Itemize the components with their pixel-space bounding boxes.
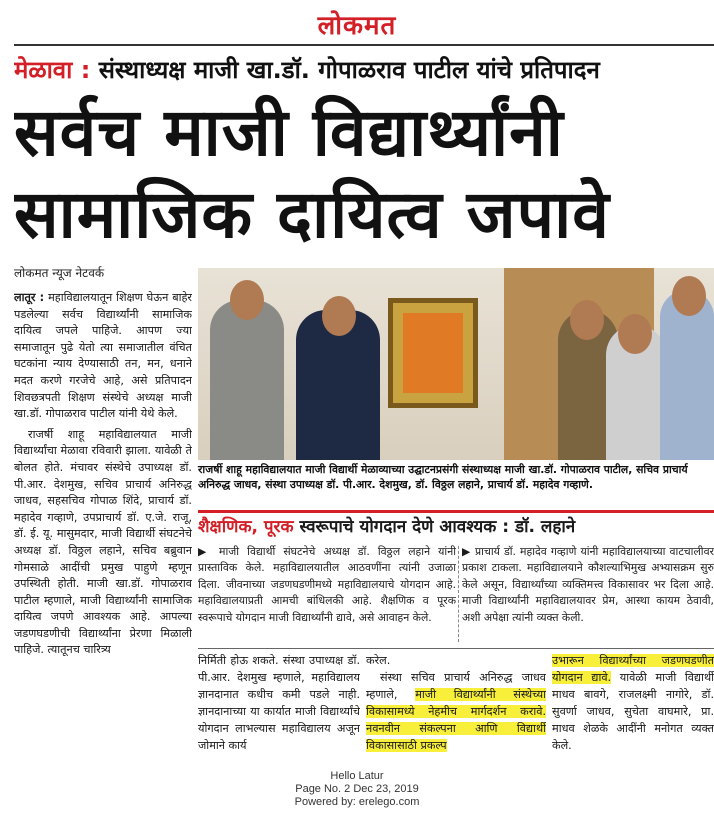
- photo-head: [570, 300, 604, 340]
- photo-person: [210, 300, 284, 460]
- paragraph-1: [14, 290, 192, 423]
- footer-powered-by: Powered by: erelego.com: [294, 796, 420, 808]
- photo-head: [672, 276, 706, 316]
- section-divider: [198, 648, 714, 649]
- article-left-column: [14, 290, 192, 758]
- column-3-highlighted-text: माजी विद्यार्थ्यांनी संस्थेच्या विकासामध्ये नेहमीच मार्गदर्शन करावे. नवनवीन संकल्पना आणि विद्यार्थी विकासासाठी प्रकल्प: [366, 688, 546, 752]
- photo-head: [618, 314, 652, 354]
- photo-caption: राजर्षी शाहू महाविद्यालयात माजी विद्यार्थी मेळाव्याच्या उद्घाटनप्रसंगी संस्थाध्यक्ष माजी खा.डॉ. गोपाळराव पाटील, सचिव प्राचार्य अनिरुद्ध जाधव, संस्था उपाध्यक्ष डॉ. पी.आर. देशमुख, डॉ. विठ्ठल लहाने, प्राचार्य डॉ. महादेव गव्हाणे.: [198, 463, 688, 491]
- headline: [14, 92, 714, 256]
- column-4-highlighted-text: उभारून विद्यार्थ्यांच्या जडणघडणीत योगदान द्यावे.: [552, 654, 714, 684]
- subheading: [198, 510, 714, 540]
- subheading-text: स्वरूपाचे योगदान देणे आवश्यक : डॉ. लहाने: [293, 517, 576, 537]
- event-photo: [198, 268, 714, 460]
- paragraph-1-text: महाविद्यालयातून शिक्षण घेऊन बाहेर पडलेल्या सर्वच विद्यार्थ्यांनी सामाजिक दायित्व जपले पाहिजे. आपण ज्या समाजातून पुढे येतो त्या समाजातील वंचित घटकांना न्याय देण्यासाठी तन, मन, धनाने मदत करणे गरजेचे आहे, असे प्रतिपादन शिवछत्रपती शिक्षण संस्थेचे अध्यक्ष माजी खा.डॉ. गोपाळराव पाटील यांनी येथे केले.: [14, 291, 192, 421]
- headline-line-2: सामाजिक दायित्व जपावे: [14, 176, 610, 253]
- byline: लोकमत न्यूज नेटवर्क: [14, 266, 105, 280]
- masthead: [0, 0, 714, 42]
- kicker-text: संस्थाध्यक्ष माजी खा.डॉ. गोपाळराव पाटील यांचे प्रतिपादन: [98, 56, 600, 84]
- kicker-separator: :: [72, 56, 99, 84]
- column-3-text-a: करेल.: [366, 654, 391, 667]
- kicker-tag: मेळावा: [14, 56, 73, 84]
- footer-publication: Hello Latur: [330, 770, 384, 782]
- column-4-text: यावेळी माजी विद्यार्थी माधव बावगे, राजलक्ष्मी नागोरे, डॉ. सुवर्णा जाधव, सुचेता वाघमारे, प्रा. माधव शेळके आदींनी मनोगत व्यक्त केले.: [552, 671, 714, 752]
- headline-line-1: सर्वच माजी विद्यार्थ्यांनी: [14, 94, 564, 171]
- newspaper-logo: लोकमत: [317, 11, 397, 41]
- photo-head: [230, 280, 264, 320]
- photo-head: [322, 296, 356, 336]
- column-3-text-b: संस्था सचिव प्राचार्य अनिरुद्ध जाधव म्हणाले,: [366, 671, 546, 701]
- article-column-3: [366, 652, 546, 758]
- kicker: [14, 52, 714, 88]
- top-rule: [14, 44, 714, 46]
- footer-page-date: Page No. 2 Dec 23, 2019: [295, 783, 419, 795]
- dateline: लातूर :: [14, 291, 45, 304]
- page-footer: [0, 770, 714, 809]
- subheading-highlight: शैक्षणिक, पूरक: [198, 517, 294, 537]
- box-divider: [458, 546, 459, 642]
- photo-portrait-frame: [388, 298, 478, 408]
- paragraph-2: राजर्षी शाहू महाविद्यालयात माजी विद्यार्थ्यांचा मेळावा रविवारी झाला. यावेळी ते बोलत होते. मंचावर संस्थेचे उपाध्यक्ष डॉ. पी.आर. देशमुख, सचिव प्राचार्य अनिरुद्ध जाधव, सहसचिव गोपाळ शिंदे, प्राचार्य डॉ. महादेव गव्हाणे, उपप्राचार्य डॉ. ए.जे. राजू, डॉ. ई. यू. मासुमदार, माजी विद्यार्थी संघटनेचे अध्यक्ष डॉ. विठ्ठल लहाने, सचिव बब्रुवान गोमसाळे आदींची प्रमुख पाहुणे म्हणून उपस्थिती होती. माजी खा.डॉ. गोपाळराव पाटील म्हणाले, माजी विद्यार्थ्यांनी सामाजिक दायित्व जपणे आवश्यक आहे. आपल्या जडणघडणीची विद्यार्थ्यांना प्रेरणा मिळाली पाहिजे. त्यातूनच चारित्र्य: [14, 427, 192, 657]
- article-column-4: [552, 652, 714, 758]
- sidebar-box-right: ▶ प्राचार्य डॉ. महादेव गव्हाणे यांनी महाविद्यालयाच्या वाटचालीवर प्रकाश टाकला. महाविद्यालयाने कौशल्याभिमुख अभ्यासक्रम सुरु केले असून, विद्यार्थ्यांच्या व्यक्तिमत्त्व विकासावर भर दिला आहे. माजी विद्यार्थ्यांनी महाविद्यालयावर प्रेम, आस्था कायम ठेवावी, अशी अपेक्षा त्यांनी व्यक्त केली.: [462, 545, 714, 624]
- article-column-2: निर्मिती होऊ शकते. संस्था उपाध्यक्ष डॉ. पी.आर. देशमुख म्हणाले, महाविद्यालय ज्ञानदानात कधीच कमी पडले नाही. ज्ञानदानाच्या या कार्यात माजी विद्यार्थ्यांचे योगदान लाभल्यास महाविद्यालय अजून जोमाने कार्य: [198, 654, 360, 752]
- sidebar-box-left: ▶ माजी विद्यार्थी संघटनेचे अध्यक्ष डॉ. विठ्ठल लहाने यांनी प्रास्ताविक केले. महाविद्यालयातील आठवणींना त्यांनी उजाळा दिला. जीवनाच्या जडणघडणीमध्ये महाविद्यालयाचे योगदान आहे. महाविद्यालयाप्रती आमची बांधिलकी आहे. शैक्षणिक व पूरक स्वरूपाचे योगदान माजी विद्यार्थ्यांनी द्यावे, असे आवाहन केले.: [198, 545, 456, 624]
